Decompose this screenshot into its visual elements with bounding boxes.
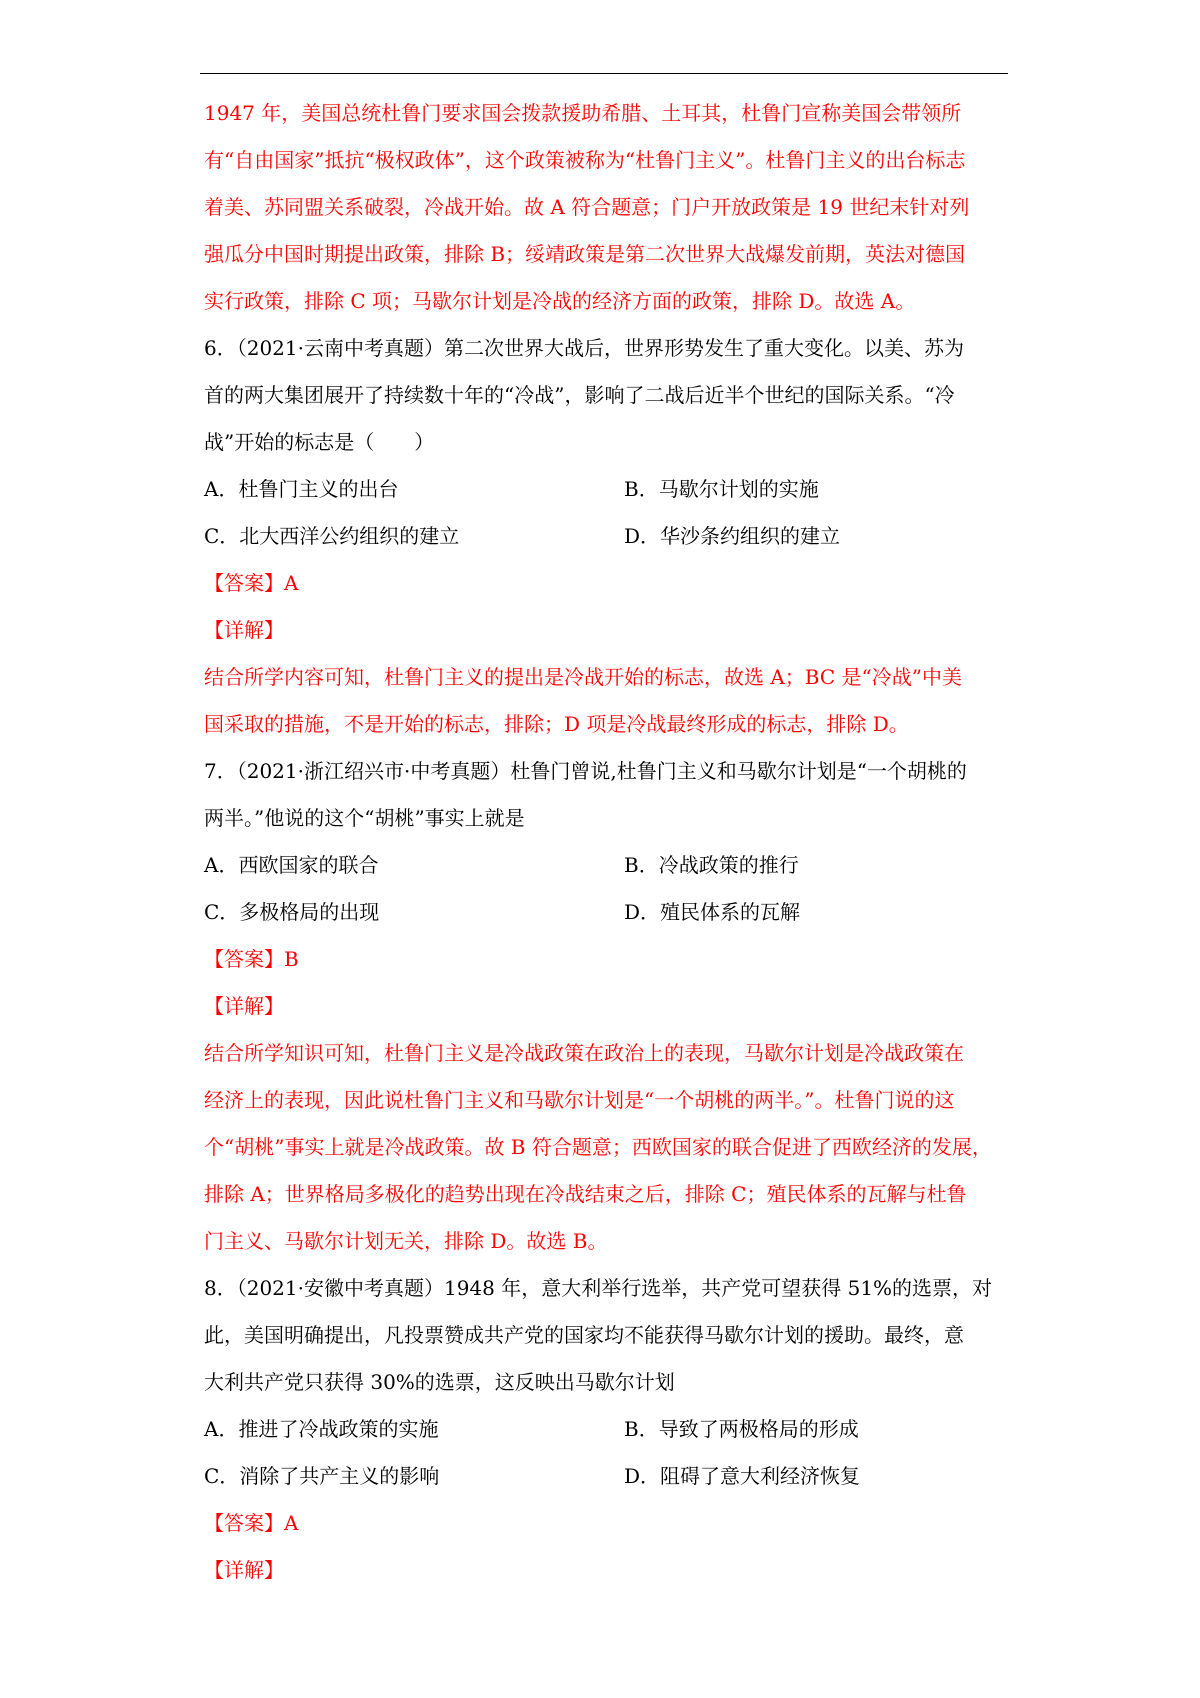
question-7-explanation: 个“胡桃”事实上就是冷战政策。故 B 符合题意；西欧国家的联合促进了西欧经济的发展，	[204, 1135, 992, 1159]
explanation-line: 实行政策，排除 C 项；马歇尔计划是冷战的经济方面的政策，排除 D。故选 A。	[204, 289, 916, 313]
answer-tag: 【答案】	[204, 571, 284, 595]
header-rule	[200, 73, 1008, 74]
question-6-explanation: 国采取的措施，不是开始的标志，排除；D 项是冷战最终形成的标志，排除 D。	[204, 712, 909, 736]
question-7-stem: 7．（2021·浙江绍兴市·中考真题）杜鲁门曾说,杜鲁门主义和马歇尔计划是“一个胡桃的	[204, 759, 967, 783]
question-8-option-c: C．消除了共产主义的影响	[204, 1464, 440, 1488]
question-7-option-c: C．多极格局的出现	[204, 900, 380, 924]
detail-tag: 【详解】	[204, 994, 284, 1018]
question-7-explanation: 排除 A；世界格局多极化的趋势出现在冷战结束之后，排除 C；殖民体系的瓦解与杜鲁	[204, 1182, 967, 1206]
question-8-stem: 此，美国明确提出，凡投票赞成共产党的国家均不能获得马歇尔计划的援助。最终，意	[204, 1323, 964, 1347]
question-6-option-c: C．北大西洋公约组织的建立	[204, 524, 460, 548]
explanation-line: 1947 年，美国总统杜鲁门要求国会拨款援助希腊、土耳其，杜鲁门宣称美国会带领所	[204, 101, 962, 125]
question-7-option-d: D．殖民体系的瓦解	[624, 900, 801, 924]
answer-value: A	[284, 1511, 299, 1535]
answer-tag: 【答案】	[204, 1511, 284, 1535]
answer-value: B	[284, 947, 299, 971]
question-8-stem: 大利共产党只获得 30%的选票，这反映出马歇尔计划	[204, 1370, 675, 1394]
question-8-option-d: D．阻碍了意大利经济恢复	[624, 1464, 861, 1488]
question-8-stem: 8．（2021·安徽中考真题）1948 年，意大利举行选举，共产党可望获得 51%的选票，对	[204, 1276, 993, 1300]
question-7-answer	[204, 945, 1014, 973]
question-7-explanation: 门主义、马歇尔计划无关，排除 D。故选 B。	[204, 1229, 608, 1253]
detail-tag: 【详解】	[204, 618, 284, 642]
question-6-stem: 首的两大集团展开了持续数十年的“冷战”，影响了二战后近半个世纪的国际关系。“冷	[204, 383, 955, 407]
question-8-option-a: A．推进了冷战政策的实施	[204, 1417, 439, 1441]
question-6-detail-heading	[204, 616, 1014, 644]
question-7-option-b: B．冷战政策的推行	[624, 853, 799, 877]
explanation-line: 有“自由国家”抵抗“极权政体”，这个政策被称为“杜鲁门主义”。杜鲁门主义的出台标志	[204, 148, 966, 172]
question-6-stem: 6．（2021·云南中考真题）第二次世界大战后，世界形势发生了重大变化。以美、苏为	[204, 336, 964, 360]
question-8-detail-heading	[204, 1556, 1014, 1584]
answer-value: A	[284, 571, 299, 595]
question-6-answer	[204, 569, 1014, 597]
answer-tag: 【答案】	[204, 947, 284, 971]
question-6-stem: 战”开始的标志是（ ）	[204, 430, 435, 454]
explanation-line: 着美、苏同盟关系破裂，冷战开始。故 A 符合题意；门户开放政策是 19 世纪末针对列	[204, 195, 970, 219]
question-6-explanation: 结合所学内容可知，杜鲁门主义的提出是冷战开始的标志，故选 A；BC 是“冷战”中美	[204, 665, 962, 689]
question-6-option-b: B．马歇尔计划的实施	[624, 477, 819, 501]
question-6-option-d: D．华沙条约组织的建立	[624, 524, 841, 548]
question-7-detail-heading	[204, 992, 1014, 1020]
question-8-answer	[204, 1509, 1014, 1537]
question-7-option-a: A．西欧国家的联合	[204, 853, 379, 877]
question-7-explanation: 经济上的表现，因此说杜鲁门主义和马歇尔计划是“一个胡桃的两半。”。杜鲁门说的这	[204, 1088, 955, 1112]
question-7-explanation: 结合所学知识可知，杜鲁门主义是冷战政策在政治上的表现，马歇尔计划是冷战政策在	[204, 1041, 964, 1065]
question-6-option-a: A．杜鲁门主义的出台	[204, 477, 399, 501]
explanation-line: 强瓜分中国时期提出政策，排除 B；绥靖政策是第二次世界大战爆发前期，英法对德国	[204, 242, 966, 266]
question-8-option-b: B．导致了两极格局的形成	[624, 1417, 859, 1441]
detail-tag: 【详解】	[204, 1558, 284, 1582]
question-7-stem: 两半。”他说的这个“胡桃”事实上就是	[204, 806, 525, 830]
